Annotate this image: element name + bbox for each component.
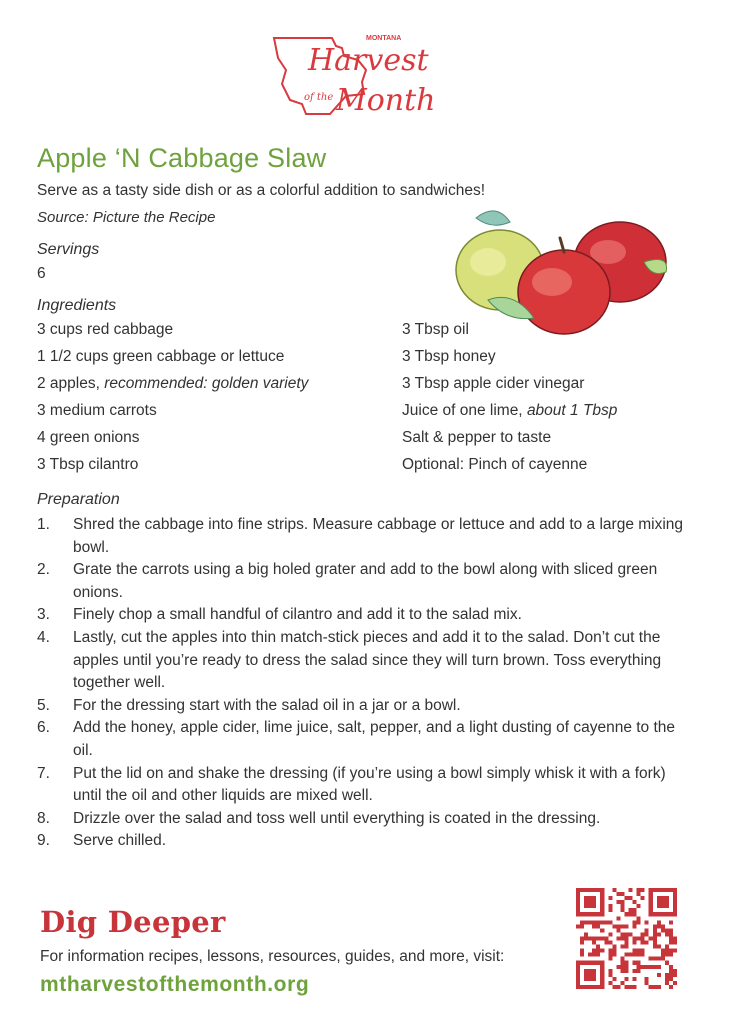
ingredient-item: 4 green onions — [37, 429, 140, 446]
step-number: 1. — [37, 516, 50, 533]
step-number: 5. — [37, 696, 50, 714]
qr-code-graphic — [576, 888, 677, 989]
harvest-of-the-month-logo — [270, 30, 460, 122]
servings-label: Servings — [37, 241, 100, 258]
ingredient-item: 3 medium carrots — [37, 402, 157, 419]
step-item — [37, 830, 697, 853]
logo-word-month: Month — [336, 83, 436, 118]
preparation-label: Preparation — [37, 491, 120, 508]
recipe-subtitle: Serve as a tasty side dish or as a colorful addition to sandwiches! — [37, 182, 486, 199]
ingredient-item: 3 Tbsp oil — [402, 321, 469, 338]
logo-word-harvest: Harvest — [308, 43, 429, 78]
apples-illustration — [448, 200, 676, 340]
step-text: For the dressing start with the salad oil in a jar or a bowl. — [73, 696, 461, 714]
step-text: Put the lid on and shake the dressing (if you’re using a bowl simply whisk it with a fork) until the oil and other liquids are mixed well. — [73, 764, 666, 805]
step-text: Drizzle over the salad and toss well until everything is coated in the dressing. — [73, 809, 601, 827]
logo-state-label: MONTANA — [366, 35, 402, 42]
step-number: 4. — [37, 628, 50, 646]
ingredient-note: recommended: golden variety — [104, 375, 309, 392]
ingredient-item: Juice of one lime, about 1 Tbsp — [402, 402, 618, 419]
ingredient-note: about 1 Tbsp — [526, 402, 618, 419]
recipe-source: Source: Picture the Recipe — [37, 209, 216, 226]
step-text: Add the honey, apple cider, lime juice, salt, pepper, and a light dusting of cayenne to the oil. — [73, 719, 676, 759]
servings-value: 6 — [37, 265, 46, 282]
website-link[interactable]: mtharvestofthemonth.org — [40, 973, 310, 996]
dig-deeper-text: For information recipes, lessons, resources, guides, and more, visit: — [40, 948, 505, 965]
ingredient-item: 3 Tbsp honey — [402, 348, 496, 365]
step-text: Grate the carrots using a big holed grater and add to the bowl along with sliced green onions. — [73, 561, 658, 601]
step-item — [37, 514, 697, 559]
step-text: Serve chilled. — [73, 832, 167, 850]
dig-deeper-title: Dig Deeper — [40, 905, 226, 939]
step-text: Shred the cabbage into fine strips. Measure cabbage or lettuce and add to a large mixing bowl. — [73, 516, 684, 556]
step-item — [37, 627, 697, 695]
ingredient-item: Salt & pepper to taste — [402, 429, 552, 446]
apples-illustration-icon — [448, 200, 676, 340]
ingredient-item: 1 1/2 cups green cabbage or lettuce — [37, 348, 285, 365]
step-number: 9. — [37, 832, 50, 850]
step-item — [37, 559, 697, 604]
ingredients-label: Ingredients — [37, 297, 117, 314]
ingredient-item: 2 apples, recommended: golden variety — [37, 375, 309, 392]
ingredient-item: 3 Tbsp apple cider vinegar — [402, 375, 585, 392]
ingredients-left-list — [37, 320, 308, 482]
step-item — [37, 695, 697, 718]
step-number: 7. — [37, 764, 50, 782]
recipe-title: Apple ‘N Cabbage Slaw — [37, 143, 327, 173]
ingredient-item: 3 Tbsp cilantro — [37, 456, 139, 473]
step-item — [37, 604, 697, 627]
step-number: 3. — [37, 606, 50, 624]
step-number: 8. — [37, 809, 50, 827]
step-number: 2. — [37, 561, 50, 579]
step-text: Finely chop a small handful of cilantro and add it to the salad mix. — [73, 606, 522, 624]
montana-outline-icon — [270, 30, 460, 122]
step-item — [37, 808, 697, 831]
ingredient-item: Optional: Pinch of cayenne — [402, 456, 588, 473]
ingredients-right-list — [402, 320, 617, 482]
step-item — [37, 763, 697, 808]
logo-word-of-the: of the — [304, 92, 334, 103]
step-item — [37, 717, 697, 762]
qr-code-icon[interactable] — [576, 888, 677, 989]
step-number: 6. — [37, 719, 50, 737]
ingredient-item: 3 cups red cabbage — [37, 321, 174, 338]
step-text: Lastly, cut the apples into thin match-stick pieces and add it to the salad. Don’t cut the apples until you’re ready to dress the salad since they will turn brown. Toss everything together well. — [73, 628, 662, 692]
preparation-steps — [37, 514, 697, 853]
